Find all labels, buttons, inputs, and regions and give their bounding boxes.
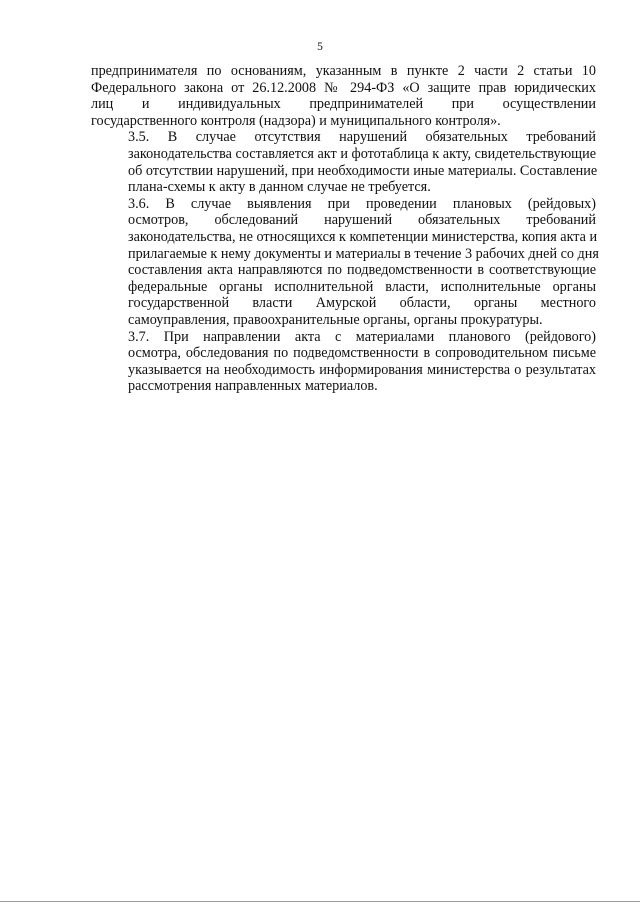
text-line: законодательства составляется акт и фототаблица к акту, свидетельствующие [128,145,596,162]
text-line: федеральные органы исполнительной власти, исполнительные органы [128,278,596,295]
text-line: государственной власти Амурской области, органы местного [128,295,596,312]
text-line: плана-схемы к акту в данном случае не требуется. [128,179,431,196]
text-line: рассмотрения направленных материалов. [128,378,378,395]
paragraph-continuation [91,63,596,129]
text-line: об отсутствии нарушений, при необходимости иные материалы. Составление [128,162,598,179]
text-line: самоуправления, правоохранительные органы, органы прокуратуры. [128,311,543,328]
text-line: лиц и индивидуальных предпринимателей при осуществлении [91,96,596,113]
text-line: государственного контроля (надзора) и муниципального контроля». [91,112,501,129]
paragraph-3-5 [91,129,596,195]
text-line: осмотров, обследований нарушений обязательных требований [128,212,596,229]
paragraph-3-7 [91,329,596,395]
text-line: составления акта направляются по подведомственности в соответствующие [128,262,596,279]
page-number: 5 [317,41,323,53]
text-line: осмотра, обследования по подведомственности в сопроводительном письме [128,345,596,362]
text-line: 3.5. В случае отсутствия нарушений обязательных требований [128,129,596,146]
text-line: предпринимателя по основаниям, указанным в пункте 2 части 2 статьи 10 [91,63,596,79]
text-line: 3.7. При направлении акта с материалами планового (рейдового) [128,328,596,345]
text-line: прилагаемые к нему документы и материалы в течение 3 рабочих дней со дня [128,245,599,262]
paragraph-3-6 [91,195,599,329]
text-line: 3.6. В случае выявления при проведении плановых (рейдовых) [128,195,596,212]
document-body [91,63,599,395]
text-line: законодательства, не относящихся к компетенции министерства, копия акта и [128,228,598,245]
bottom-edge-line [0,901,640,902]
text-line: указывается на необходимость информирования министерства о результатах [128,361,596,378]
text-line: Федерального закона от 26.12.2008 № 294-ФЗ «О защите прав юридических [91,79,596,96]
